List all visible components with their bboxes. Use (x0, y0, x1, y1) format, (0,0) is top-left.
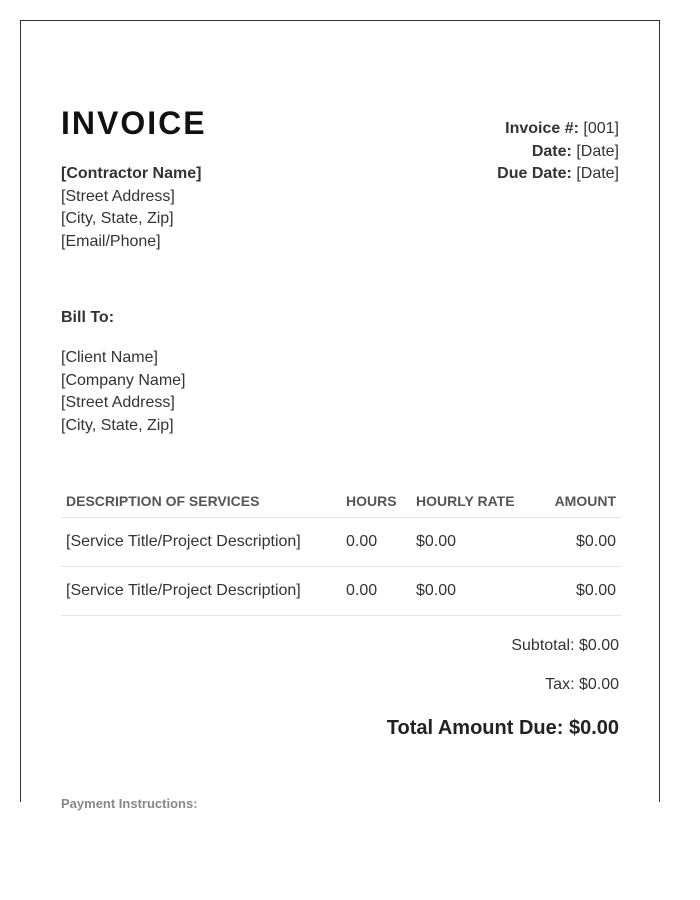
due-date-row (497, 163, 619, 186)
invoice-number-value: [001] (583, 120, 619, 137)
row-hours: 0.00 (341, 518, 411, 567)
services-table (61, 484, 621, 616)
header-hours: HOURS (341, 484, 411, 518)
client-street: [Street Address] (61, 394, 175, 411)
header-amount: AMOUNT (541, 484, 621, 518)
table-row (61, 567, 621, 616)
row-description: [Service Title/Project Description] (61, 518, 341, 567)
table-row (61, 518, 621, 567)
row-rate: $0.00 (411, 518, 541, 567)
contractor-street: [Street Address] (61, 187, 175, 205)
invoice-number-row (497, 118, 619, 141)
bill-to-block (61, 347, 186, 437)
table-header-row (61, 484, 621, 518)
client-name: [Client Name] (61, 349, 158, 366)
contractor-contact: [Email/Phone] (61, 232, 161, 250)
invoice-date-row (497, 141, 619, 164)
contractor-name: [Contractor Name] (61, 165, 202, 182)
client-company: [Company Name] (61, 371, 186, 389)
payment-instructions-heading: Payment Instructions: (61, 796, 198, 811)
contractor-city: [City, State, Zip] (61, 210, 174, 227)
row-amount: $0.00 (541, 518, 621, 567)
total-amount-due: Total Amount Due: $0.00 (386, 717, 619, 739)
row-description: [Service Title/Project Description] (61, 567, 341, 616)
due-date-label: Due Date: (497, 165, 572, 182)
tax: Tax: $0.00 (545, 676, 619, 693)
invoice-date-value: [Date] (576, 142, 619, 160)
invoice-date-label: Date: (531, 142, 572, 160)
invoice-title: INVOICE (61, 105, 207, 141)
header-hourly-rate: HOURLY RATE (411, 484, 541, 518)
subtotal: Subtotal: $0.00 (511, 637, 619, 654)
row-amount: $0.00 (541, 567, 621, 616)
header-description: DESCRIPTION OF SERVICES (61, 484, 341, 518)
invoice-number-label: Invoice #: (505, 120, 579, 137)
totals-block (387, 636, 619, 740)
bill-to-heading: Bill To: (61, 309, 115, 326)
due-date-value: [Date] (576, 165, 619, 182)
invoice-sheet (20, 20, 660, 811)
contractor-block (61, 163, 201, 253)
row-rate: $0.00 (411, 567, 541, 616)
row-hours: 0.00 (341, 567, 411, 616)
invoice-meta (497, 118, 619, 186)
client-city: [City, State, Zip] (61, 416, 174, 434)
